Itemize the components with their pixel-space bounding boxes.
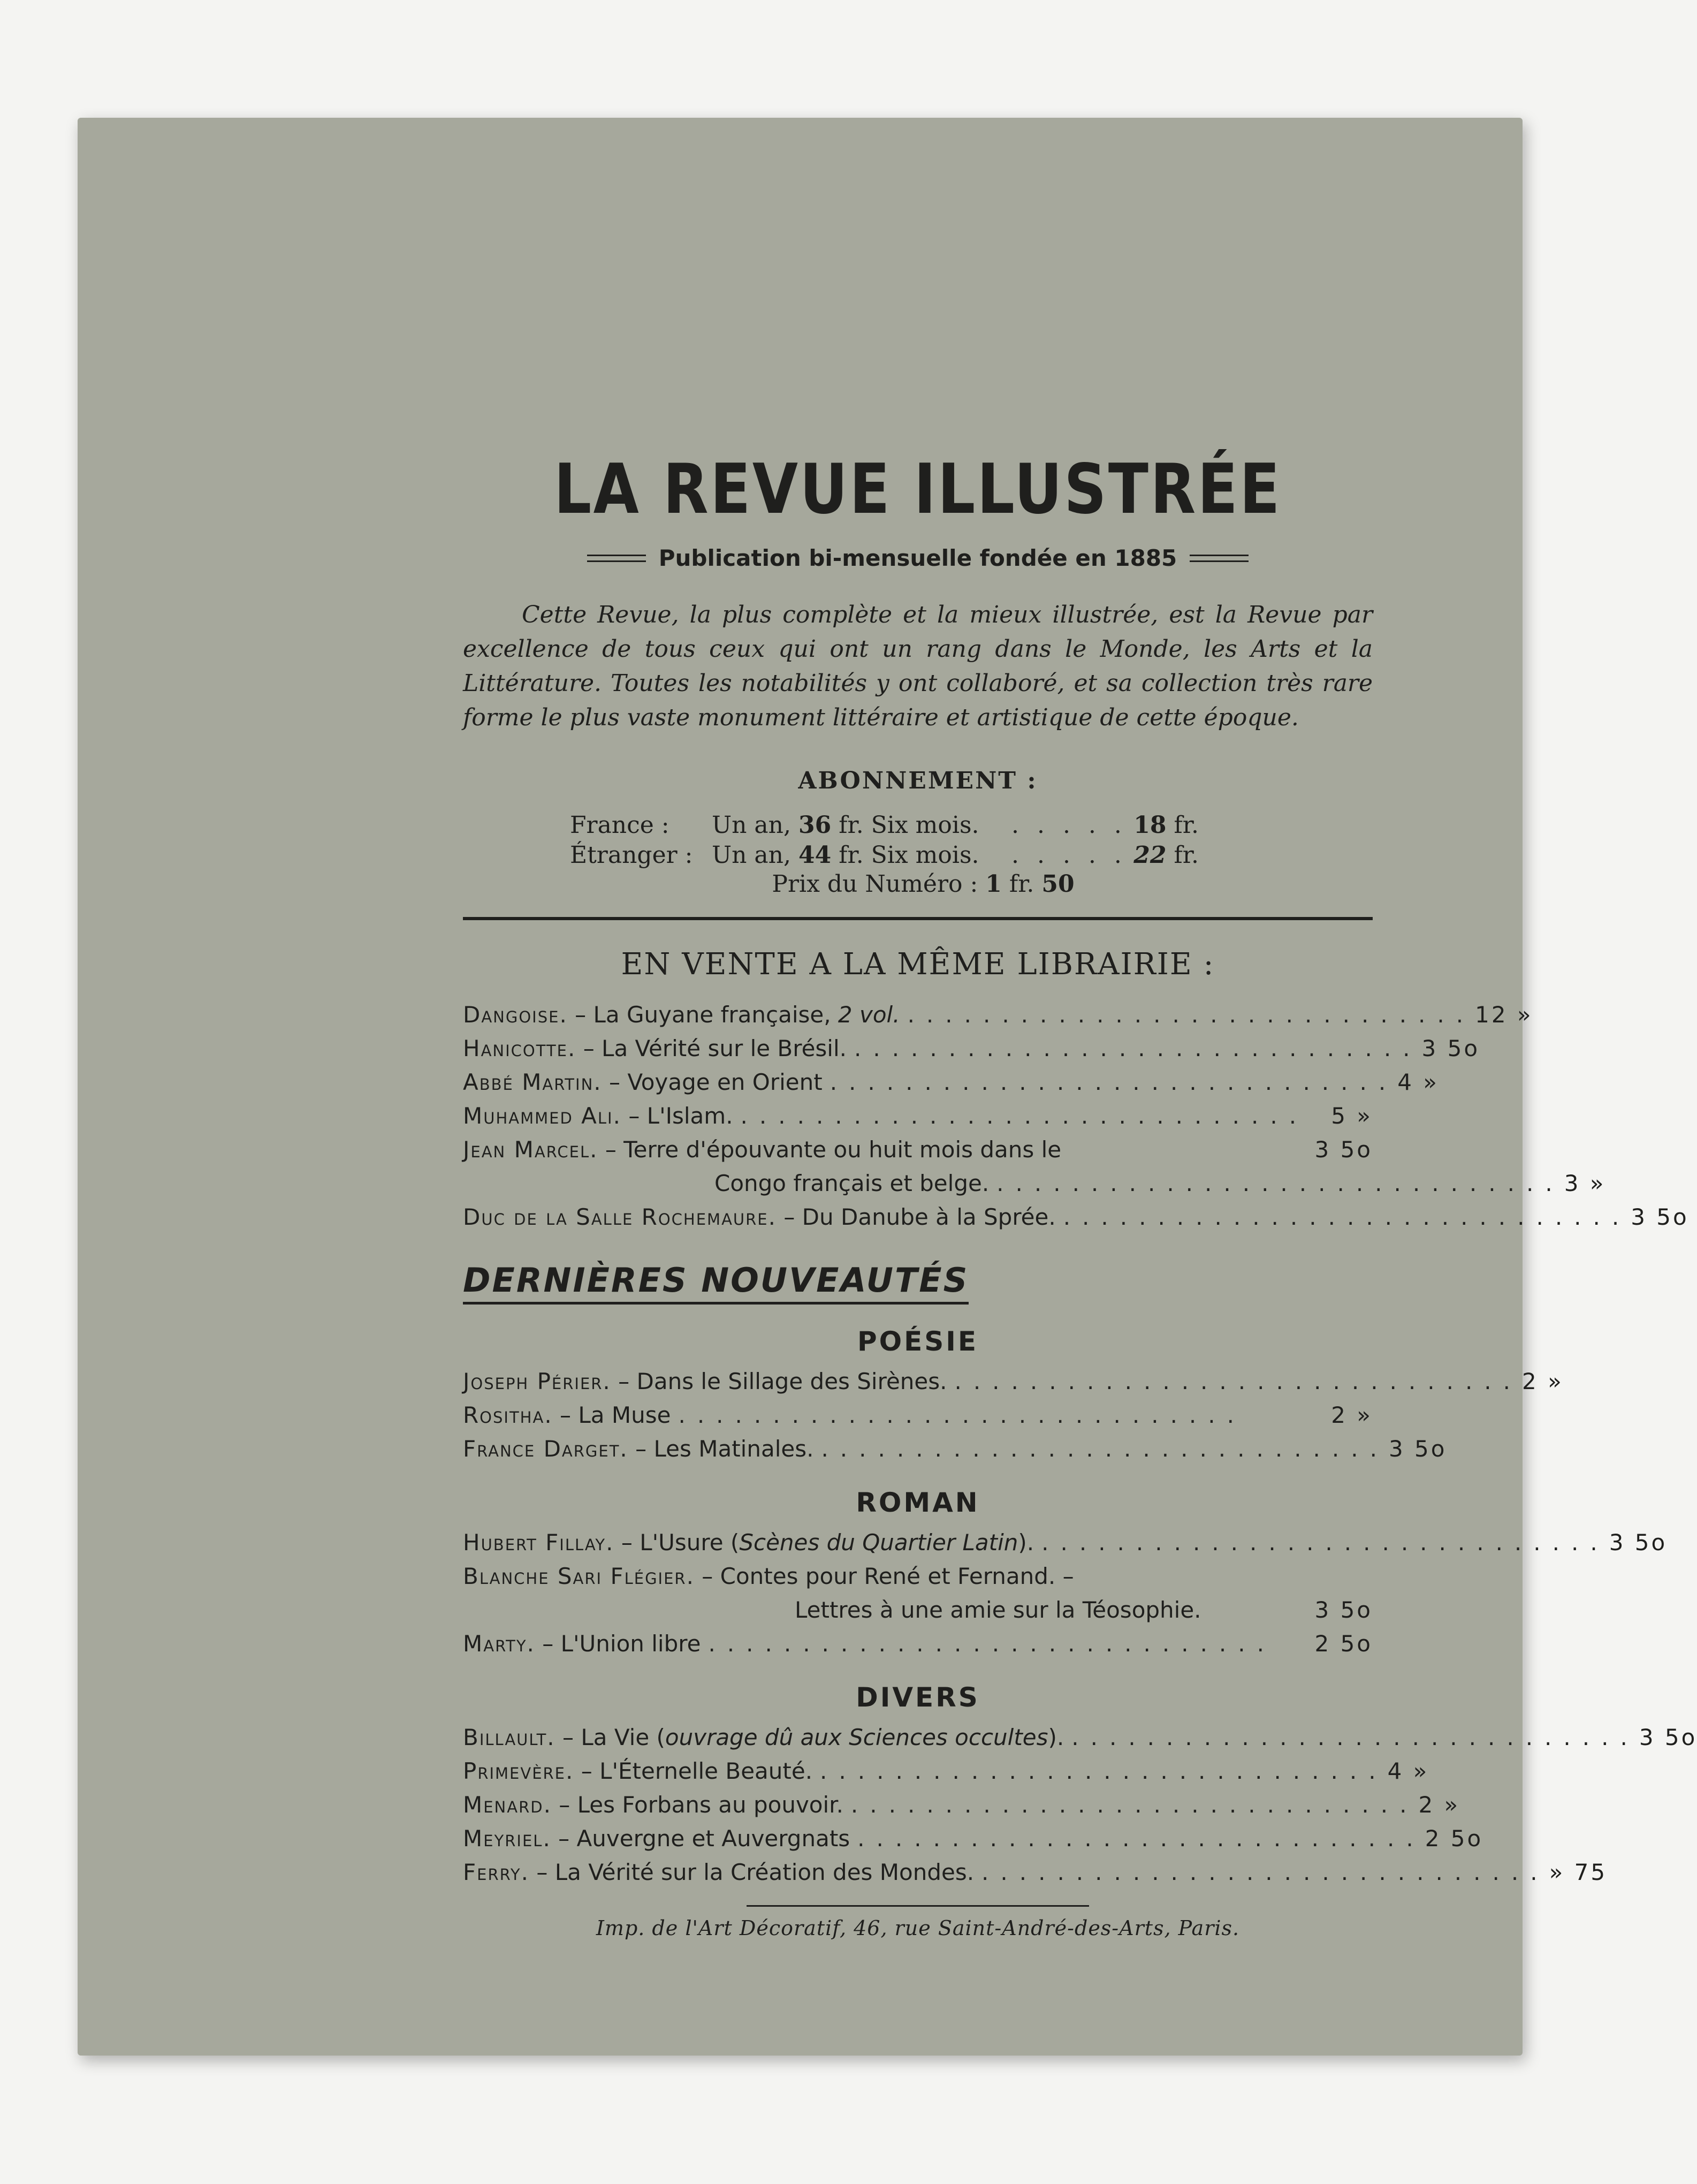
- vente-title: EN VENTE A LA MÊME LIBRAIRIE :: [621, 947, 1215, 982]
- price: » 75: [1549, 1859, 1608, 1885]
- leader-dots: ..............................: [678, 1402, 1246, 1428]
- leader-dots: ..............................: [1041, 1529, 1609, 1556]
- price: 3 5o: [1314, 1597, 1373, 1623]
- leader-dots: ..............................: [850, 1792, 1419, 1818]
- leader-dots: ..............................: [954, 1368, 1523, 1394]
- price: 5 »: [1331, 1103, 1373, 1129]
- price: 2 5o: [1314, 1631, 1373, 1657]
- list-item: Muhammed Ali. – L'Islam. .............................. 5 »: [463, 1099, 1373, 1133]
- list-item: Ferry. – La Vérité sur la Création des Mondes. .............................. » 75: [463, 1855, 1373, 1889]
- leader-dots: . . . . .: [1011, 841, 1127, 869]
- leader-dots: ..............................: [1071, 1724, 1639, 1750]
- list-item: Lettres à une amie sur la Téosophie. 3 5o: [463, 1593, 1373, 1627]
- leader-dots: ..............................: [1063, 1204, 1631, 1230]
- subtitle-text: Publication bi-mensuelle fondée en 1885: [658, 545, 1177, 571]
- price: 2 »: [1418, 1792, 1460, 1818]
- list-item: Jean Marcel. – Terre d'épouvante ou huit mois dans le 3 5o: [463, 1133, 1373, 1166]
- list-item: Hanicotte. – La Vérité sur le Brésil. .............................. 3 5o: [463, 1032, 1373, 1065]
- vente-list: [463, 998, 1689, 1234]
- list-item: Billault. – La Vie (ouvrage dû aux Sciences occultes). .............................. 3 5o: [463, 1720, 1373, 1754]
- subscription-row-france: [570, 810, 1373, 840]
- price: 2 »: [1331, 1402, 1373, 1428]
- subscription-table: [570, 810, 1373, 870]
- leader-dots: ..............................: [996, 1170, 1564, 1196]
- list-item: Marty. – L'Union libre .............................. 2 5o: [463, 1627, 1373, 1660]
- nouveautes-title: DERNIÈRES NOUVEAUTÉS: [463, 1261, 969, 1305]
- year-amount: 44: [798, 841, 832, 869]
- price: 3 5o: [1631, 1204, 1689, 1230]
- leader-dots: ..............................: [907, 1002, 1475, 1028]
- price: 3 »: [1564, 1170, 1606, 1196]
- ornament-rule-right: [1190, 555, 1249, 562]
- list-item: Congo français et belge. .............................. 3 »: [463, 1166, 1373, 1200]
- list-item: Meyriel. – Auvergne et Auvergnats .............................. 2 5o: [463, 1822, 1373, 1855]
- list-item: Blanche Sari Flégier. – Contes pour René et Fernand. –: [463, 1563, 1074, 1589]
- intro-paragraph: Cette Revue, la plus complète et la mieux illustrée, est la Revue par excellence de tous ceux qui ont un rang dans le Monde, les Arts et la Littérature. Toutes les notabilités y ont collaboré, et sa collection très rare forme le plus vaste monument littéraire et artistique de cette époque.: [463, 601, 1373, 731]
- list-item: Joseph Périer. – Dans le Sillage des Sirènes. .............................. 2 »: [463, 1364, 1373, 1398]
- list-item: Hubert Fillay. – L'Usure (Scènes du Quartier Latin). .............................. 3 5o: [463, 1526, 1373, 1559]
- list-item: Rositha. – La Muse .............................. 2 »: [463, 1398, 1373, 1432]
- leader-dots: ..............................: [821, 1436, 1389, 1462]
- subscription-row-etranger: [570, 840, 1373, 870]
- journal-subtitle: [463, 545, 1373, 571]
- poesie-list: [463, 1364, 1564, 1466]
- leader-dots: ..............................: [740, 1103, 1308, 1129]
- list-item: Menard. – Les Forbans au pouvoir. .............................. 2 »: [463, 1788, 1373, 1822]
- price: 4 »: [1397, 1069, 1439, 1095]
- issue-price: Prix du Numéro : 1 fr. 50: [772, 870, 1075, 898]
- list-item: Dangoise. – La Guyane française, 2 vol. .............................. 12 »: [463, 998, 1373, 1032]
- divers-list: [463, 1720, 1697, 1889]
- price: 3 5o: [1609, 1529, 1668, 1556]
- price: 3 5o: [1388, 1436, 1447, 1462]
- leader-dots: . . . . .: [1011, 812, 1127, 839]
- section-title-roman: ROMAN: [856, 1487, 980, 1518]
- list-item: Abbé Martin. – Voyage en Orient .............................. 4 »: [463, 1065, 1373, 1099]
- leader-dots: ..............................: [708, 1631, 1276, 1657]
- price: 3 5o: [1421, 1035, 1480, 1061]
- subscription-country: Étranger :: [570, 841, 693, 869]
- imprint-rule: [747, 1905, 1089, 1907]
- imprint-line: Imp. de l'Art Décoratif, 46, rue Saint-André-des-Arts, Paris.: [596, 1916, 1240, 1940]
- section-divider: [463, 917, 1373, 920]
- cover-content: [463, 450, 1697, 1940]
- half-year-price: 18 fr.: [1133, 812, 1199, 839]
- half-year-price: 22 fr.: [1133, 841, 1199, 869]
- subscription-title: ABONNEMENT :: [798, 767, 1038, 794]
- leader-dots: ..............................: [857, 1825, 1425, 1852]
- subscription-year: Un an, 44 fr. Six mois.: [712, 841, 979, 869]
- list-item: Primevère. – L'Éternelle Beauté. .............................. 4 »: [463, 1754, 1373, 1788]
- journal-title: LA REVUE ILLUSTRÉE: [554, 450, 1282, 529]
- section-title-divers: DIVERS: [856, 1682, 980, 1713]
- price: 3 5o: [1314, 1136, 1373, 1163]
- list-item: France Darget. – Les Matinales. .............................. 3 5o: [463, 1432, 1373, 1466]
- leader-dots: ..............................: [981, 1859, 1549, 1885]
- ornament-rule-left: [587, 555, 646, 562]
- leader-dots: ..............................: [830, 1069, 1398, 1095]
- leader-dots: ..............................: [820, 1758, 1388, 1784]
- price: 2 5o: [1425, 1825, 1483, 1852]
- year-amount: 36: [798, 812, 832, 839]
- subscription-year: Un an, 36 fr. Six mois.: [712, 812, 979, 839]
- leader-dots: ..............................: [854, 1035, 1422, 1061]
- section-title-poesie: POÉSIE: [857, 1326, 979, 1357]
- list-item: Duc de la Salle Rochemaure. – Du Danube à la Sprée. .............................. 3 5o: [463, 1200, 1373, 1234]
- roman-list: [463, 1526, 1668, 1660]
- price: 12 »: [1475, 1002, 1533, 1028]
- price: 4 »: [1387, 1758, 1429, 1784]
- journal-back-cover: [78, 118, 1697, 2056]
- price: 3 5o: [1639, 1724, 1697, 1750]
- price: 2 »: [1522, 1368, 1564, 1394]
- subscription-country: France :: [570, 812, 669, 839]
